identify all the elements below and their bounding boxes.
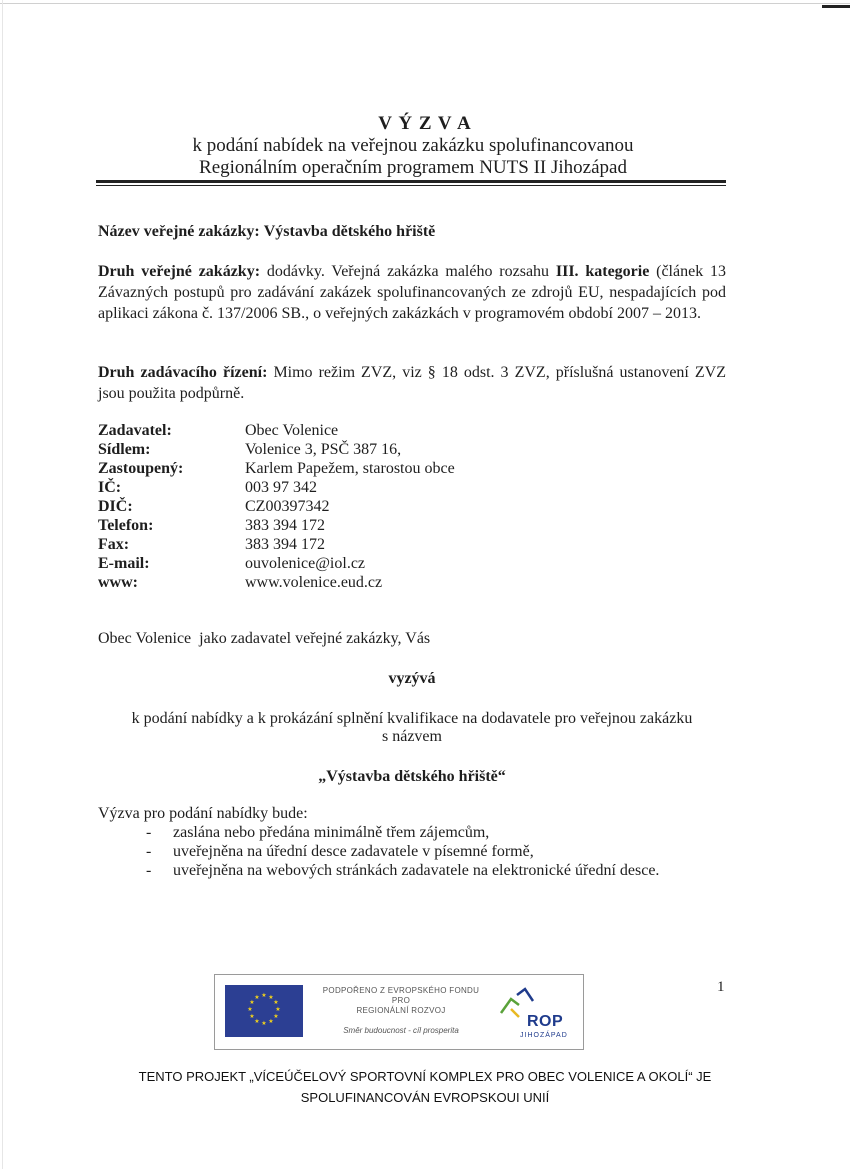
eu-flag-icon: [225, 985, 303, 1037]
procedure-type-label: Druh zadávacího řízení:: [98, 364, 268, 381]
header-rule-thick: [96, 180, 726, 183]
contact-label: Zadavatel:: [98, 422, 172, 439]
svg-text:★: ★: [275, 1006, 281, 1013]
document-subtitle-line1: k podání nabídek na veřejnou zakázku spolufinancovanou: [192, 135, 634, 156]
svg-text:★: ★: [273, 999, 279, 1006]
contract-type-label: Druh veřejné zakázky:: [98, 263, 261, 280]
svg-text:★: ★: [268, 994, 274, 1001]
contact-value: 003 97 342: [245, 479, 317, 496]
contact-value: 383 394 172: [245, 536, 325, 553]
list-item-text: uveřejněna na úřední desce zadavatele v písemné formě,: [173, 843, 534, 860]
rop-logo-text: ROP: [527, 1013, 564, 1030]
contact-value: Karlem Papežem, starostou obce: [245, 460, 455, 477]
list-item: - uveřejněna na webových stránkách zadavatele na elektronické úřední desce.: [146, 862, 660, 879]
document-title: V Ý Z V A: [378, 113, 472, 134]
svg-text:★: ★: [273, 1013, 279, 1020]
contact-value: ouvolenice@iol.cz: [245, 555, 366, 572]
svg-text:★: ★: [254, 994, 260, 1001]
contact-value: 383 394 172: [245, 517, 325, 534]
procedure-type: [98, 362, 726, 404]
header-rule-thin: [96, 185, 726, 186]
logo-slogan: Směr budoucnost - cíl prosperita: [343, 1026, 459, 1035]
contact-label: Telefon:: [98, 517, 154, 534]
svg-text:★: ★: [249, 999, 255, 1006]
contact-value: Obec Volenice: [245, 422, 339, 439]
contact-label: IČ:: [98, 479, 122, 496]
document-subtitle-line2: Regionálním operačním programem NUTS II Jihozápad: [199, 157, 627, 178]
contact-label: www:: [98, 574, 138, 591]
contract-type-text-b: (článek 13 Závazných postupů pro zadávání zakázek spolufinancovaných ze zdrojů EU, nespadajících pod aplikaci zákona č. 137/2006 SB., o veřejných zakázkách v programovém období 2007 – 2013.: [98, 263, 727, 322]
invitation-contract-title: „Výstavba dětského hřiště“: [318, 768, 506, 785]
list-item: - uveřejněna na úřední desce zadavatele v písemné formě,: [146, 843, 534, 860]
contract-type-text-a: dodávky. Veřejná zakázka malého rozsahu: [260, 263, 556, 280]
contact-value: www.volenice.eud.cz: [245, 574, 383, 591]
procedure-type-text: Mimo režim ZVZ, viz § 18 odst. 3 ZVZ, příslušná ustanovení ZVZ jsou použita podpůrně.: [98, 364, 727, 402]
contact-label: Zastoupený:: [98, 460, 184, 477]
contract-name-label: Název veřejné zakázky:: [98, 223, 260, 240]
invitation-line2: s názvem: [382, 728, 442, 745]
contact-value: Volenice 3, PSČ 387 16,: [245, 441, 402, 458]
invitation-verb: vyzývá: [388, 670, 436, 687]
scan-edge-mark: [822, 5, 850, 8]
scan-edge-top: [0, 3, 850, 4]
rop-region-text: JIHOZÁPAD: [520, 1032, 568, 1039]
contact-label: DIČ:: [98, 498, 133, 515]
footer-line2: SPOLUFINANCOVÁN EVROPSKOUI UNIÍ: [300, 1090, 550, 1105]
footer-line1: TENTO PROJEKT „VÍCEÚČELOVÝ SPORTOVNÍ KOMPLEX PRO OBEC VOLENICE A OKOLÍ“ JE: [138, 1069, 712, 1084]
logo-fund-line3: REGIONÁLNÍ ROZVOJ: [356, 1006, 446, 1015]
distribution-intro: Výzva pro podání nabídky bude:: [98, 805, 308, 822]
distribution-list: [146, 823, 659, 880]
svg-text:★: ★: [261, 1020, 267, 1027]
svg-text:★: ★: [268, 1018, 274, 1025]
contact-label: E-mail:: [98, 555, 150, 572]
contract-type-category: III. kategorie: [555, 263, 650, 280]
logo-fund-line1: PODPOŘENO Z EVROPSKÉHO FONDU: [322, 986, 480, 995]
contract-type: [98, 261, 726, 324]
list-item-text: uveřejněna na webových stránkách zadavatele na elektronické úřední desce.: [173, 862, 660, 879]
svg-text:★: ★: [247, 1006, 253, 1013]
invitation-line1: k podání nabídky a k prokázání splnění kvalifikace na dodavatele pro veřejnou zakázku: [131, 710, 693, 727]
logo-fund-line2: PRO: [391, 996, 411, 1005]
eu-stars-icon: [225, 985, 303, 1037]
contract-name-value: Výstavba dětského hřiště: [263, 223, 436, 240]
contact-label: Fax:: [98, 536, 130, 553]
page-number: 1: [717, 979, 725, 995]
eu-rop-logo-box: [214, 974, 584, 1050]
invitation-intro: Obec Volenice jako zadavatel veřejné zakázky, Vás: [98, 630, 431, 647]
contact-label: Sídlem:: [98, 441, 151, 458]
contact-value: CZ00397342: [245, 498, 330, 515]
list-item-text: zaslána nebo předána minimálně třem zájemcům,: [173, 824, 490, 841]
list-item: - zaslána nebo předána minimálně třem zájemcům,: [146, 824, 490, 841]
svg-text:★: ★: [261, 992, 267, 999]
contract-name: [98, 221, 728, 242]
svg-text:★: ★: [249, 1013, 255, 1020]
svg-text:★: ★: [254, 1018, 260, 1025]
